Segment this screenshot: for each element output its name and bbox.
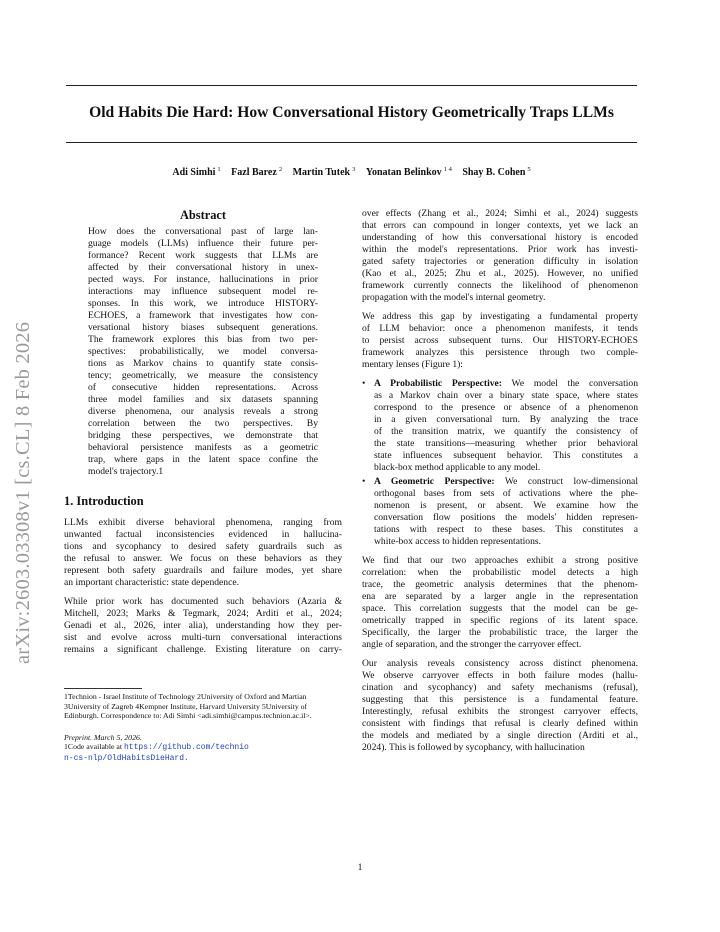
left-column [64, 208, 342, 663]
paper-title: Old Habits Die Hard: How Conversational History Geometrically Traps LLMs [89, 104, 614, 121]
abstract-line: sponses. In this work, we introduce HISTORY- [88, 298, 318, 309]
text-line: We observe carryover effects in both failure modes (hallu- [362, 670, 638, 681]
abstract-heading: Abstract [179, 208, 227, 222]
text-line: that errors can compound in longer contexts, yet we lack an [362, 220, 638, 231]
text-line: space. This correlation suggests that the model can be ge- [362, 603, 638, 614]
text-line: the state transitions—measuring whether prior behavioral [374, 438, 638, 449]
abstract-line: model's trajectory.1 [88, 466, 164, 477]
bullet-geometric [362, 476, 638, 548]
text-line: an important characteristic: state dependence. [64, 577, 240, 588]
text-line: represent both safety guardrails and failure modes, yet share [64, 565, 342, 576]
text-line: cination and sycophancy) and safety mechanisms (refusal), [362, 682, 638, 693]
text-line: within the model's representations. Prior work has investi- [362, 244, 638, 255]
text-line: suggesting that this persistence is a fundamental feature. [362, 694, 638, 705]
abstract-line: behavioral persistence manifests as a geometric [88, 442, 318, 453]
text-line: remains a significant challenge. Existing literature on carry- [64, 644, 342, 655]
code-footnote [64, 742, 342, 763]
right-column [362, 208, 638, 761]
abstract-line: bridging these perspectives, we demonstrate that [88, 430, 318, 441]
text-line: over effects (Zhang et al., 2024; Simhi et al., 2024) suggests [362, 208, 638, 219]
abstract-line: pected ways. For instance, hallucinations in prior [88, 274, 318, 285]
abstract-line: of consecutive hidden representations. Across [88, 382, 318, 393]
bullet-head: A Geometric Perspective: [374, 476, 495, 487]
text-line: white-box access to hidden representations. [374, 536, 542, 547]
text-line [374, 476, 638, 488]
intro-paragraph-1 [64, 517, 342, 589]
author: Yonatan Belinkov $^{1 4}$ [365, 166, 452, 179]
text-line: trace, the geometric analysis determines that the phenom- [362, 579, 638, 590]
bullet-text: We model the conversation [511, 378, 638, 389]
paragraph [362, 311, 638, 371]
paragraph [362, 208, 638, 304]
abstract-line: interactions may influence subsequent model re- [88, 286, 318, 297]
page-number: 1 [357, 862, 363, 873]
text-line: framework analyzes this persistence through two comple- [362, 347, 638, 358]
text-line: ena are separated by a larger angle in the representation [362, 591, 638, 602]
text-line: We address this gap by investigating a fundamental property [362, 311, 638, 322]
text-line: conversation flow positions the models' hidden represen- [374, 512, 638, 523]
code-label: 1Code available at [64, 742, 124, 752]
abstract-line: versational history biases subsequent generations. [88, 322, 318, 333]
abstract-line: guage models (LLMs) influence their future per- [88, 238, 318, 249]
text-line: the refusal to answer. We focus on these behaviors as they [64, 553, 342, 564]
text-line: orthogonal bases from sets of activations where the phe- [374, 488, 638, 499]
text-line: LLMs exhibit diverse behavioral phenomena, ranging from [64, 517, 342, 528]
abstract-line: How does the conversational past of large lan- [88, 226, 318, 237]
text-line: ometrically trapped in specific regions of its latent space. [362, 615, 638, 626]
abstract-line: tency; geometrically, we measure the consistency [88, 370, 318, 381]
text-line: consistent with findings that refusal is clearly defined within [362, 718, 638, 729]
bullet-probabilistic [362, 378, 638, 474]
text-line: gated safety trajectories or generation difficulty in isolation [362, 256, 638, 267]
text-line: tations with respect to these bases. This constitutes a [374, 524, 638, 535]
text-line: Genadi et al., 2026, inter alia), understanding how they per- [64, 620, 342, 631]
abstract-body [88, 226, 318, 478]
text-line: to persist across subsequent turns. Our HISTORY-ECHOES [362, 335, 638, 346]
text-line: 2024). This is followed by sycophancy, with hallucination [362, 742, 585, 753]
author: Shay B. Cohen $^5$ [462, 166, 531, 179]
paragraph [362, 658, 638, 754]
text-line: understanding of how this conversational history is encoded [362, 232, 638, 243]
bullet-dot-icon: • [362, 378, 366, 389]
text-line: of LLM behavior: once a phenomenon manifests, it tends [362, 323, 638, 334]
text-line: mentary lenses (Figure 1): [362, 359, 463, 370]
text-line: Our analysis reveals consistency across distinct phenomena. [362, 658, 638, 669]
title-rule-bottom [66, 142, 637, 143]
author: Adi Simhi $^1$ [172, 166, 221, 179]
text-line: as a Markov chain over a binary state space, where states [374, 390, 638, 401]
preprint-note: Preprint. March 5, 2026. [64, 732, 142, 742]
author: Martin Tutek $^3$ [292, 166, 356, 179]
section-heading-introduction: 1. Introduction [64, 494, 144, 508]
footnotes [64, 688, 342, 764]
bullet-head: A Probabilistic Perspective: [374, 378, 502, 389]
text-line: in a given conversational turn. By analyzing the trace [374, 414, 638, 425]
abstract-line: diverse phenomena, our analysis reveals a strong [88, 406, 318, 417]
text-line: While prior work has documented such behaviors (Azaria & [64, 596, 342, 607]
abstract-line: three model families and six datasets spanning [88, 394, 318, 405]
text-line: of the transition matrix, we quantify the consistency of [374, 426, 638, 437]
text-line: state influences subsequent behavior. This constitutes a [374, 450, 638, 461]
text-line: Specifically, the larger the probabilistic trace, the larger the [362, 627, 638, 638]
code-link-continued[interactable]: n-cs-nlp/OldHabitsDieHard. [64, 753, 189, 763]
affiliations-footnote: 1Technion - Israel Institute of Technology 2University of Oxford and Martian 3University of Zagreb 4Kempner Institute, Harvard University 5University of Edinburgh. Correspondence to: Adi Simhi <adi.simhi@campus.technion.ac.il>. [64, 692, 312, 721]
bullet-text: We construct low-dimensional [504, 476, 638, 487]
text-line: correspond to the presence or absence of a phenomenon [374, 402, 638, 413]
text-line: the models and mediated by a single direction (Arditi et al., [362, 730, 638, 741]
intro-paragraph-2 [64, 596, 342, 656]
text-line: black-box method applicable to any model. [374, 462, 541, 473]
text-line: We find that our two approaches exhibit a strong positive [362, 555, 638, 566]
abstract-line: trap, where gaps in the latent space confine the [88, 454, 318, 465]
abstract-line: formance? Recent work suggests that LLMs are [88, 250, 318, 261]
abstract-line: tions as Markov chains to quantify state consis- [88, 358, 318, 369]
arxiv-identifier: arXiv:2603.03308v1 [cs.CL] 8 Feb 2026 [12, 321, 34, 664]
text-line: (Kao et al., 2025; Zhu et al., 2025). However, no unified [362, 268, 638, 279]
text-line: Interestingly, refusal exhibits the strongest carryover effects, [362, 706, 638, 717]
text-line [374, 378, 638, 390]
text-line: correlation: when the probabilistic model detects a high [362, 567, 638, 578]
code-link[interactable]: https://github.com/technio [123, 743, 249, 753]
text-line: sist and evolve across multi-turn conversational interactions [64, 632, 342, 643]
author-list [40, 166, 663, 178]
paragraph [362, 555, 638, 651]
text-line: Mitchell, 2023; Marks & Tegmark, 2024; Arditi et al., 2024; [64, 608, 342, 619]
text-line: propagation with the model's internal geometry. [362, 292, 546, 303]
text-line: angle of separation, and the stronger the carryover effect. [362, 639, 582, 650]
author: Fazl Barez $^2$ [231, 166, 283, 179]
abstract-line: The framework explores this bias from two per- [88, 334, 318, 345]
bullet-dot-icon: • [362, 476, 366, 487]
abstract-line: spectives: probabilistically, we model conversa- [88, 346, 318, 357]
title-rule-top [66, 85, 637, 86]
text-line: unwanted factual inconsistencies evidenced in hallucina- [64, 529, 342, 540]
abstract-line: ECHOES, a framework that investigates how con- [88, 310, 318, 321]
abstract-line: correlation between the two perspectives. By [88, 418, 318, 429]
text-line: framework currently connects the likelihood of phenomenon [362, 280, 638, 291]
footnote-rule [64, 688, 142, 689]
text-line: tions and sycophancy to desired safety guardrails such as [64, 541, 342, 552]
abstract-line: affected by their conversational history in unex- [88, 262, 318, 273]
text-line: nomenon is present, or absent. We examine how the [374, 500, 638, 511]
